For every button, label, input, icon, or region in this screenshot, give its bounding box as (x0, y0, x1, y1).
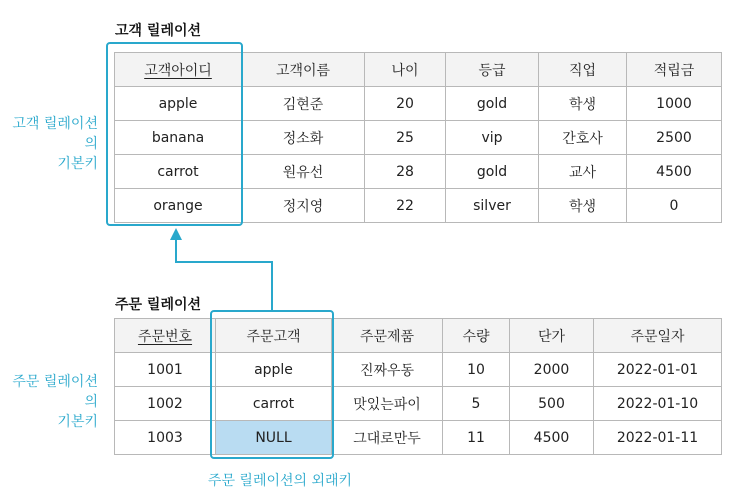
table-row (115, 421, 722, 455)
customer-pk-highlight (106, 42, 243, 226)
customer-cell: 원유선 (242, 155, 365, 189)
customer-cell: 22 (365, 189, 446, 223)
customer-cell: 28 (365, 155, 446, 189)
order-pk-label: 주문 릴레이션의 기본키 (12, 374, 98, 430)
order-cell: 11 (443, 421, 510, 455)
customer-cell: 0 (627, 189, 722, 223)
order-relation-title: 주문 릴레이션 (115, 297, 202, 313)
order-fk-label: 주문 릴레이션의 외래키 (207, 473, 353, 489)
order-cell: 5 (443, 387, 510, 421)
customer-cell: 정소화 (242, 121, 365, 155)
order-cell: apple (216, 353, 332, 387)
customer-header-label: 등급 (478, 62, 506, 79)
customer-cell: 교사 (539, 155, 627, 189)
order-header-label: 수량 (462, 328, 490, 345)
order-header-cell (594, 319, 722, 353)
customer-header-label: 적립금 (653, 62, 695, 79)
arrowhead-icon (170, 228, 182, 240)
customer-header-label: 고객아이디 (144, 62, 212, 79)
order-header-label: 주문제품 (359, 328, 415, 345)
order-cell: 1001 (115, 353, 216, 387)
customer-cell: gold (446, 155, 539, 189)
order-cell: 맛있는파이 (332, 387, 443, 421)
customer-cell: 학생 (539, 189, 627, 223)
customer-cell: 간호사 (539, 121, 627, 155)
customer-header-cell (446, 53, 539, 87)
customer-cell: gold (446, 87, 539, 121)
table-row (115, 387, 722, 421)
customer-cell: 정지영 (242, 189, 365, 223)
order-header-label: 주문번호 (137, 328, 193, 345)
order-cell: 10 (443, 353, 510, 387)
customer-header-cell (365, 53, 446, 87)
order-cell: 2022-01-10 (594, 387, 722, 421)
customer-cell: vip (446, 121, 539, 155)
customer-cell: 4500 (627, 155, 722, 189)
customer-relation-title: 고객 릴레이션 (115, 23, 202, 39)
customer-cell: apple (115, 87, 242, 121)
customer-cell: carrot (115, 155, 242, 189)
customer-cell: orange (115, 189, 242, 223)
order-fk-highlight (210, 310, 334, 459)
customer-cell: 20 (365, 87, 446, 121)
customer-cell: banana (115, 121, 242, 155)
table-row (115, 353, 722, 387)
customer-pk-label: 고객 릴레이션의 기본키 (12, 116, 98, 172)
customer-header-label: 나이 (391, 62, 419, 79)
customer-cell: 학생 (539, 87, 627, 121)
order-cell: 4500 (510, 421, 594, 455)
order-header-cell (510, 319, 594, 353)
order-cell: 1003 (115, 421, 216, 455)
order-cell: 2022-01-11 (594, 421, 722, 455)
order-header-label: 단가 (537, 328, 566, 345)
order-cell: 2000 (510, 353, 594, 387)
customer-header-label: 고객이름 (275, 62, 331, 79)
order-cell: 2022-01-01 (594, 353, 722, 387)
order-cell: 500 (510, 387, 594, 421)
customer-cell: 김현준 (242, 87, 365, 121)
order-header-cell (115, 319, 216, 353)
order-header-cell (443, 319, 510, 353)
customer-header-cell (242, 53, 365, 87)
customer-header-cell (627, 53, 722, 87)
order-header-label: 주문일자 (630, 328, 685, 345)
customer-cell: 25 (365, 121, 446, 155)
order-header-row (115, 319, 722, 353)
customer-header-cell (539, 53, 627, 87)
order-cell: 그대로만두 (332, 421, 443, 455)
order-body (115, 353, 722, 455)
order-cell: 1002 (115, 387, 216, 421)
order-header-cell (332, 319, 443, 353)
customer-cell: 1000 (627, 87, 722, 121)
customer-cell: silver (446, 189, 539, 223)
order-cell: 진짜우동 (332, 353, 443, 387)
order-table (114, 318, 722, 455)
customer-cell: 2500 (627, 121, 722, 155)
order-cell: NULL (216, 421, 332, 455)
customer-header-label: 직업 (568, 62, 597, 79)
order-header-label: 주문고객 (246, 328, 301, 345)
order-cell: carrot (216, 387, 332, 421)
